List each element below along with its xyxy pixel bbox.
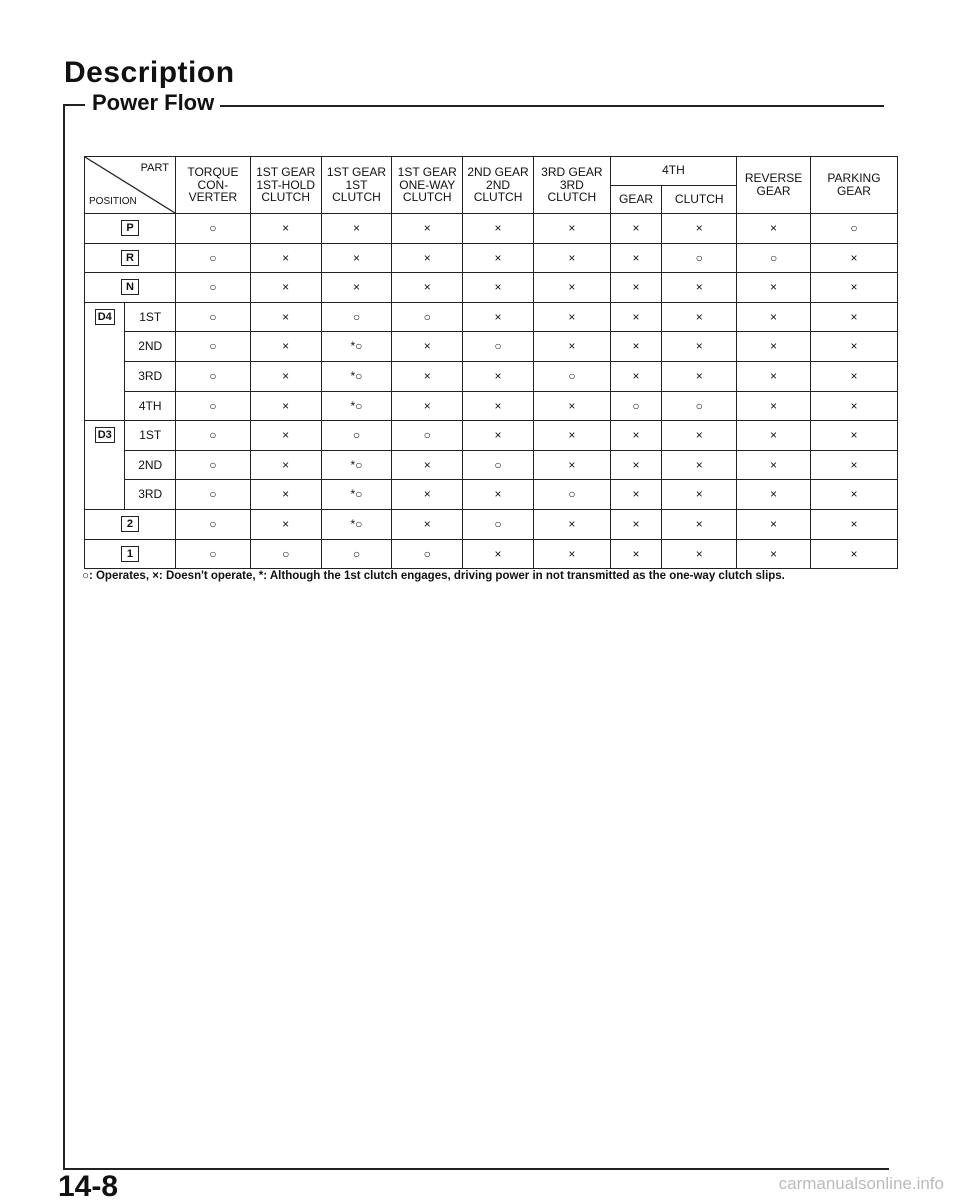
status-cell: × <box>250 302 321 332</box>
header-1st-hold-clutch: 1ST GEAR 1ST-HOLD CLUTCH <box>250 157 321 214</box>
status-cell: × <box>610 421 662 451</box>
status-cell: × <box>250 243 321 273</box>
status-cell: × <box>250 421 321 451</box>
status-cell: × <box>662 273 737 303</box>
section-title: Power Flow <box>92 90 220 116</box>
position-symbol: N <box>121 279 139 295</box>
status-cell: × <box>533 273 610 303</box>
status-cell: × <box>810 509 897 539</box>
status-cell: ○ <box>392 539 463 569</box>
table-row <box>85 391 898 421</box>
status-cell: ○ <box>175 361 250 391</box>
table-body <box>85 214 898 569</box>
status-cell: × <box>737 421 811 451</box>
status-cell: × <box>610 539 662 569</box>
status-cell: ○ <box>463 450 534 480</box>
gear-label: 3RD <box>125 480 176 510</box>
status-cell: ○ <box>610 391 662 421</box>
header-3rd-clutch: 3RD GEAR 3RD CLUTCH <box>533 157 610 214</box>
status-cell: × <box>321 214 392 244</box>
status-cell: ○ <box>392 421 463 451</box>
status-cell: × <box>321 273 392 303</box>
status-cell: × <box>810 361 897 391</box>
status-cell: × <box>463 273 534 303</box>
status-cell: ○ <box>463 509 534 539</box>
status-cell: *○ <box>321 332 392 362</box>
status-cell: ○ <box>662 243 737 273</box>
status-cell: ○ <box>321 421 392 451</box>
table-corner-header <box>85 157 176 214</box>
header-2nd-clutch: 2ND GEAR 2ND CLUTCH <box>463 157 534 214</box>
status-cell: ○ <box>250 539 321 569</box>
header-parking-gear: PARKING GEAR <box>810 157 897 214</box>
status-cell: × <box>250 273 321 303</box>
status-cell: ○ <box>175 421 250 451</box>
status-cell: ○ <box>175 509 250 539</box>
position-cell <box>85 214 176 244</box>
frame-left-rule <box>63 106 65 1170</box>
header-one-way-clutch: 1ST GEAR ONE-WAY CLUTCH <box>392 157 463 214</box>
position-symbol: D4 <box>95 309 115 325</box>
position-cell <box>85 302 125 420</box>
status-cell: *○ <box>321 509 392 539</box>
status-cell: ○ <box>175 450 250 480</box>
bottom-rule <box>63 1168 889 1170</box>
status-cell: × <box>533 539 610 569</box>
table-row <box>85 243 898 273</box>
status-cell: × <box>250 214 321 244</box>
status-cell: × <box>250 509 321 539</box>
position-symbol: D3 <box>95 427 115 443</box>
table-row <box>85 421 898 451</box>
gear-label: 3RD <box>125 361 176 391</box>
status-cell: ○ <box>175 273 250 303</box>
gear-label: 2ND <box>125 450 176 480</box>
status-cell: × <box>463 214 534 244</box>
status-cell: × <box>662 361 737 391</box>
position-symbol: 2 <box>121 516 139 532</box>
status-cell: × <box>392 361 463 391</box>
header-4th-gear: GEAR <box>610 185 662 214</box>
corner-part-label: PART <box>140 162 169 174</box>
header-1st-clutch: 1ST GEAR 1ST CLUTCH <box>321 157 392 214</box>
status-cell: *○ <box>321 450 392 480</box>
status-cell: × <box>610 332 662 362</box>
status-cell: × <box>737 480 811 510</box>
table-row <box>85 480 898 510</box>
status-cell: × <box>533 450 610 480</box>
status-cell: × <box>533 421 610 451</box>
status-cell: × <box>737 539 811 569</box>
header-4th: 4TH <box>610 157 736 186</box>
status-cell: × <box>463 480 534 510</box>
status-cell: × <box>810 391 897 421</box>
status-cell: × <box>463 361 534 391</box>
status-cell: × <box>810 480 897 510</box>
status-cell: × <box>810 302 897 332</box>
status-cell: × <box>662 332 737 362</box>
status-cell: × <box>810 450 897 480</box>
status-cell: × <box>392 243 463 273</box>
status-cell: ○ <box>321 539 392 569</box>
frame-tick <box>63 104 85 106</box>
status-cell: × <box>810 273 897 303</box>
status-cell: × <box>810 243 897 273</box>
table-row <box>85 273 898 303</box>
status-cell: × <box>810 539 897 569</box>
status-cell: × <box>810 332 897 362</box>
position-symbol: 1 <box>121 546 139 562</box>
status-cell: *○ <box>321 391 392 421</box>
status-cell: × <box>662 480 737 510</box>
status-cell: × <box>533 214 610 244</box>
status-cell: × <box>392 480 463 510</box>
status-cell: × <box>662 214 737 244</box>
position-symbol: P <box>121 220 139 236</box>
status-cell: × <box>463 302 534 332</box>
status-cell: ○ <box>810 214 897 244</box>
status-cell: × <box>737 509 811 539</box>
status-cell: × <box>463 421 534 451</box>
status-cell: × <box>610 480 662 510</box>
table-row <box>85 509 898 539</box>
page-number: 14-8 <box>58 1170 119 1203</box>
status-cell: × <box>392 450 463 480</box>
status-cell: × <box>392 509 463 539</box>
table-row <box>85 539 898 569</box>
table-row <box>85 361 898 391</box>
status-cell: ○ <box>175 214 250 244</box>
status-cell: × <box>250 332 321 362</box>
status-cell: ○ <box>175 391 250 421</box>
status-cell: × <box>392 391 463 421</box>
status-cell: × <box>250 361 321 391</box>
table-row <box>85 302 898 332</box>
status-cell: ○ <box>175 302 250 332</box>
status-cell: *○ <box>321 480 392 510</box>
status-cell: × <box>463 391 534 421</box>
header-reverse-gear: REVERSE GEAR <box>737 157 811 214</box>
status-cell: ○ <box>463 332 534 362</box>
status-cell: × <box>463 243 534 273</box>
status-cell: ○ <box>175 332 250 362</box>
status-cell: ○ <box>533 480 610 510</box>
status-cell: × <box>737 214 811 244</box>
status-cell: × <box>610 302 662 332</box>
status-cell: ○ <box>392 302 463 332</box>
status-cell: *○ <box>321 361 392 391</box>
gear-label: 1ST <box>125 421 176 451</box>
status-cell: × <box>737 332 811 362</box>
position-symbol: R <box>121 250 139 266</box>
status-cell: × <box>392 214 463 244</box>
status-cell: × <box>662 539 737 569</box>
status-cell: × <box>250 450 321 480</box>
status-cell: ○ <box>321 302 392 332</box>
table-row <box>85 450 898 480</box>
status-cell: × <box>321 243 392 273</box>
status-cell: ○ <box>175 539 250 569</box>
status-cell: × <box>662 421 737 451</box>
status-cell: × <box>737 450 811 480</box>
status-cell: × <box>810 421 897 451</box>
status-cell: × <box>533 509 610 539</box>
status-cell: × <box>610 273 662 303</box>
status-cell: ○ <box>662 391 737 421</box>
status-cell: × <box>610 509 662 539</box>
status-cell: × <box>737 302 811 332</box>
status-cell: × <box>662 509 737 539</box>
corner-position-label: POSITION <box>89 195 137 207</box>
status-cell: ○ <box>175 243 250 273</box>
status-cell: × <box>610 450 662 480</box>
legend-note: ○: Operates, ×: Doesn't operate, *: Although the 1st clutch engages, driving power in not transmitted as the one-way clutch slips. <box>82 570 785 582</box>
status-cell: ○ <box>533 361 610 391</box>
status-cell: × <box>610 243 662 273</box>
power-flow-table <box>84 156 898 569</box>
status-cell: × <box>737 391 811 421</box>
position-cell <box>85 421 125 510</box>
status-cell: ○ <box>175 480 250 510</box>
status-cell: × <box>610 214 662 244</box>
page-title: Description <box>64 56 235 89</box>
table-row <box>85 214 898 244</box>
status-cell: ○ <box>737 243 811 273</box>
status-cell: × <box>737 273 811 303</box>
position-cell <box>85 509 176 539</box>
header-4th-clutch: CLUTCH <box>662 185 737 214</box>
status-cell: × <box>392 332 463 362</box>
gear-label: 2ND <box>125 332 176 362</box>
status-cell: × <box>662 450 737 480</box>
position-cell <box>85 273 176 303</box>
status-cell: × <box>662 302 737 332</box>
status-cell: × <box>533 302 610 332</box>
subtitle-rule <box>212 105 884 107</box>
status-cell: × <box>250 480 321 510</box>
watermark-text: carmanualsonline.info <box>778 1174 944 1193</box>
status-cell: × <box>463 539 534 569</box>
status-cell: × <box>737 361 811 391</box>
gear-label: 4TH <box>125 391 176 421</box>
status-cell: × <box>392 273 463 303</box>
position-cell <box>85 539 176 569</box>
status-cell: × <box>533 332 610 362</box>
status-cell: × <box>250 391 321 421</box>
status-cell: × <box>533 391 610 421</box>
header-torque-converter: TORQUE CON- VERTER <box>175 157 250 214</box>
status-cell: × <box>533 243 610 273</box>
gear-label: 1ST <box>125 302 176 332</box>
position-cell <box>85 243 176 273</box>
table-row <box>85 332 898 362</box>
status-cell: × <box>610 361 662 391</box>
